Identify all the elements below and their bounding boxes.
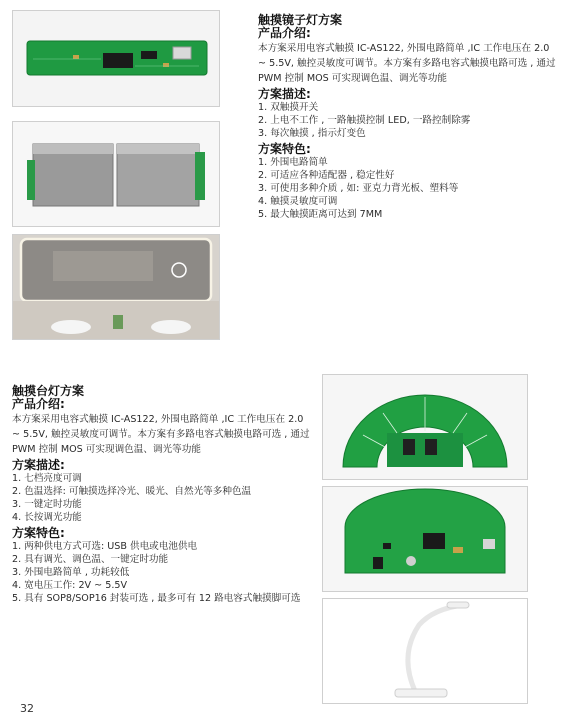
list-item: 2. 上电不工作 , 一路触摸控制 LED, 一路控制除雾 xyxy=(258,115,471,126)
desc-list xyxy=(12,472,310,524)
lamp-pcb-illustration xyxy=(323,487,527,591)
desc-list xyxy=(258,101,558,140)
list-item: 4. 宽电压工作: 2V ~ 5.5V xyxy=(12,580,128,591)
mirror-scene-image xyxy=(12,234,220,340)
feature-list xyxy=(258,156,558,221)
intro-text: 本方案采用电容式触摸 IC-AS122, 外围电路简单 ,IC 工作电压在 2.0 ~ 5.5V, 触控灵敏度可调节。本方案有多路电容式触摸电路可选 , 通过 PWM 控制 MOS 可实现调色温、调光等功能 xyxy=(258,43,556,84)
mirror-scene-illustration xyxy=(13,235,219,339)
list-item: 2. 具有调光、调色温、一键定时功能 xyxy=(12,554,169,565)
arc-pcb-illustration xyxy=(323,375,527,479)
list-item: 5. 最大触摸距离可达到 7MM xyxy=(258,209,383,220)
list-item: 3. 一键定时功能 xyxy=(12,499,82,510)
list-item: 4. 长按调光功能 xyxy=(12,512,82,523)
section-title: 触摸镜子灯方案 xyxy=(258,13,343,27)
list-item: 2. 可适应各种适配器 , 稳定性好 xyxy=(258,170,395,181)
mirror-light-section xyxy=(258,14,558,221)
list-item: 1. 七档亮度可调 xyxy=(12,473,82,484)
list-item: 3. 每次触摸 , 指示灯变色 xyxy=(258,128,366,139)
desk-lamp-illustration xyxy=(323,599,527,703)
feature-heading: 方案特色: xyxy=(12,526,65,540)
touch-panel-image xyxy=(12,121,220,227)
list-item: 4. 触摸灵敏度可调 xyxy=(258,196,338,207)
feature-heading: 方案特色: xyxy=(258,142,311,156)
intro-heading: 产品介绍: xyxy=(258,26,311,40)
arc-pcb-image xyxy=(322,374,528,480)
list-item: 1. 双触摸开关 xyxy=(258,102,319,113)
feature-list xyxy=(12,540,310,605)
pcb-board-image xyxy=(12,10,220,107)
section-title: 触摸台灯方案 xyxy=(12,384,85,398)
desk-lamp-section xyxy=(12,385,310,605)
desc-heading: 方案描述: xyxy=(258,87,311,101)
desk-lamp-image xyxy=(322,598,528,704)
list-item: 5. 具有 SOP8/SOP16 封装可选 , 最多可有 12 路电容式触摸脚可选 xyxy=(12,593,301,604)
pcb-board-illustration xyxy=(13,11,219,106)
list-item: 1. 外围电路简单 xyxy=(258,157,328,168)
list-item: 3. 可使用多种介质 , 如: 亚克力背光板、塑料等 xyxy=(258,183,459,194)
intro-heading: 产品介绍: xyxy=(12,397,65,411)
intro-text: 本方案采用电容式触摸 IC-AS122, 外围电路简单 ,IC 工作电压在 2.0 ~ 5.5V, 触控灵敏度可调节。本方案有多路电容式触摸电路可选 , 通过 PWM 控制 MOS 可实现调色温、调光等功能 xyxy=(12,414,310,455)
list-item: 3. 外围电路简单 , 功耗较低 xyxy=(12,567,130,578)
lamp-pcb-image xyxy=(322,486,528,592)
list-item: 2. 色温选择: 可触摸选择冷光、暖光、自然光等多种色温 xyxy=(12,486,252,497)
touch-panel-illustration xyxy=(13,122,219,226)
desc-heading: 方案描述: xyxy=(12,458,65,472)
page-number: 32 xyxy=(20,702,34,715)
list-item: 1. 两种供电方式可选: USB 供电或电池供电 xyxy=(12,541,198,552)
